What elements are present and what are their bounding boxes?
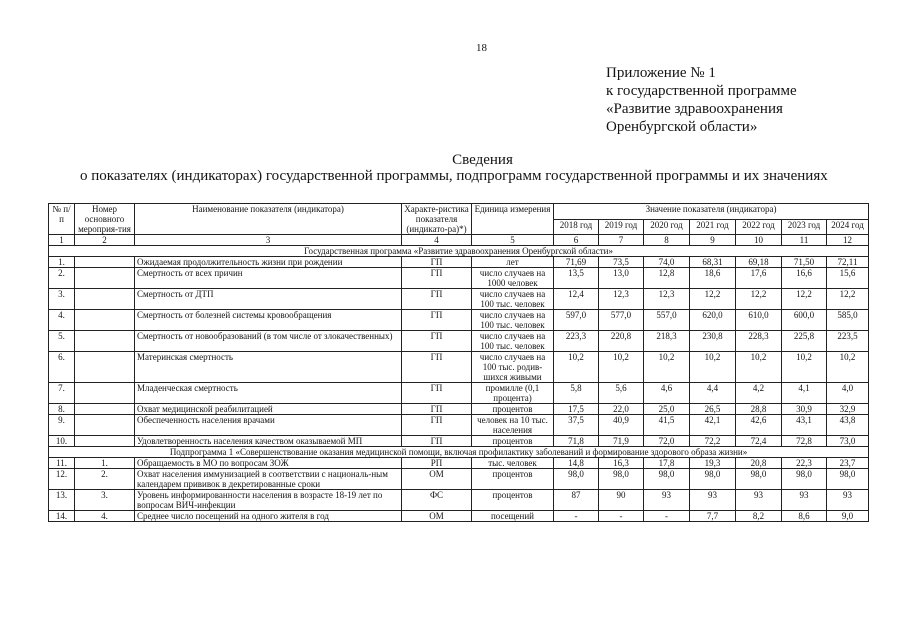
row-name: Охват населения иммунизацией в соответствии с националь-ным календарем прививок в декретированные сроки	[135, 469, 402, 490]
row-value: 15,6	[827, 268, 869, 289]
row-value: 230,8	[690, 331, 736, 352]
table-row	[49, 404, 869, 415]
row-value: 73,5	[599, 257, 644, 268]
row-event-number: 3.	[75, 490, 135, 511]
row-value: 98,0	[599, 469, 644, 490]
row-value: 71,9	[599, 436, 644, 447]
header-year: 2022 год	[736, 219, 782, 235]
row-value: 5,8	[554, 383, 599, 404]
row-characteristic: ГП	[402, 383, 472, 404]
row-value: 90	[599, 490, 644, 511]
table-row	[49, 511, 869, 522]
appendix-line: Оренбургской области»	[606, 119, 758, 135]
row-value: 597,0	[554, 310, 599, 331]
row-name: Обеспеченность населения врачами	[135, 415, 402, 436]
row-value: 228,3	[736, 331, 782, 352]
row-name: Смертность от болезней системы кровообращения	[135, 310, 402, 331]
column-numbers-row	[49, 235, 869, 246]
column-number: 6	[554, 235, 599, 246]
header-characteristic: Характе-ристика показателя (индикато-ра)*)	[402, 204, 472, 235]
row-unit: процентов	[472, 436, 554, 447]
row-name: Уровень информированности населения в возрасте 18-19 лет по вопросам ВИЧ-инфекции	[135, 490, 402, 511]
row-value: 585,0	[827, 310, 869, 331]
row-value: 10,2	[827, 352, 869, 383]
row-value: 10,2	[599, 352, 644, 383]
row-value: 13,5	[554, 268, 599, 289]
row-value: 93	[827, 490, 869, 511]
row-value: -	[554, 511, 599, 522]
row-value: 4,0	[827, 383, 869, 404]
row-value: 12,8	[644, 268, 690, 289]
section-program-row	[49, 246, 869, 257]
row-value: 10,2	[690, 352, 736, 383]
row-value: 93	[782, 490, 827, 511]
row-value: 72,4	[736, 436, 782, 447]
table-row	[49, 310, 869, 331]
row-value: 98,0	[644, 469, 690, 490]
row-value: 12,3	[644, 289, 690, 310]
row-value: 41,5	[644, 415, 690, 436]
row-unit: число случаев на 100 тыс. родив-шихся живыми	[472, 352, 554, 383]
row-value: 8,6	[782, 511, 827, 522]
row-value: 10,2	[644, 352, 690, 383]
row-value: 4,4	[690, 383, 736, 404]
row-number: 7.	[49, 383, 75, 404]
row-unit: число случаев на 100 тыс. человек	[472, 289, 554, 310]
row-value: 16,3	[599, 458, 644, 469]
row-value: 71,69	[554, 257, 599, 268]
row-value: 71,50	[782, 257, 827, 268]
row-event-number	[75, 404, 135, 415]
page-number: 18	[476, 42, 487, 54]
row-characteristic: ФС	[402, 490, 472, 511]
row-number: 12.	[49, 469, 75, 490]
column-number: 1	[49, 235, 75, 246]
row-name: Удовлетворенность населения качеством оказываемой МП	[135, 436, 402, 447]
row-event-number: 2.	[75, 469, 135, 490]
row-characteristic: ГП	[402, 352, 472, 383]
row-event-number	[75, 257, 135, 268]
row-value: 14,8	[554, 458, 599, 469]
row-number: 9.	[49, 415, 75, 436]
row-value: 28,8	[736, 404, 782, 415]
header-values-group: Значение показателя (индикатора)	[554, 204, 869, 220]
row-value: 40,9	[599, 415, 644, 436]
row-name: Смертность от всех причин	[135, 268, 402, 289]
row-unit: промилле (0,1 процента)	[472, 383, 554, 404]
row-number: 6.	[49, 352, 75, 383]
row-characteristic: ГП	[402, 331, 472, 352]
header-year: 2023 год	[782, 219, 827, 235]
appendix-line: Приложение № 1	[606, 65, 716, 81]
row-name: Смертность от новообразований (в том числе от злокачественных)	[135, 331, 402, 352]
row-value: 87	[554, 490, 599, 511]
row-event-number: 1.	[75, 458, 135, 469]
row-unit: лет	[472, 257, 554, 268]
row-name: Материнская смертность	[135, 352, 402, 383]
row-characteristic: ГП	[402, 415, 472, 436]
row-value: 42,6	[736, 415, 782, 436]
row-value: 22,0	[599, 404, 644, 415]
row-value: 43,1	[782, 415, 827, 436]
row-value: 98,0	[827, 469, 869, 490]
row-unit: процентов	[472, 490, 554, 511]
row-value: 12,3	[599, 289, 644, 310]
column-number: 7	[599, 235, 644, 246]
row-value: 577,0	[599, 310, 644, 331]
row-characteristic: ОМ	[402, 511, 472, 522]
header-unit: Единица измерения	[472, 204, 554, 235]
row-value: 37,5	[554, 415, 599, 436]
row-value: 19,3	[690, 458, 736, 469]
row-name: Охват медицинской реабилитацией	[135, 404, 402, 415]
row-name: Смертность от ДТП	[135, 289, 402, 310]
document-title: Сведения	[452, 152, 513, 168]
header-year: 2021 год	[690, 219, 736, 235]
row-value: 72,0	[644, 436, 690, 447]
row-value: 10,2	[736, 352, 782, 383]
table-row	[49, 469, 869, 490]
row-unit: число случаев на 100 тыс. человек	[472, 331, 554, 352]
row-unit: посещений	[472, 511, 554, 522]
row-number: 13.	[49, 490, 75, 511]
column-number: 11	[782, 235, 827, 246]
row-value: 73,0	[827, 436, 869, 447]
row-value: 10,2	[782, 352, 827, 383]
document-subtitle: о показателях (индикаторах) государственной программы, подпрограмм государственной программы и их значениях	[80, 168, 828, 184]
row-value: 98,0	[690, 469, 736, 490]
row-value: 12,2	[690, 289, 736, 310]
row-value: 72,2	[690, 436, 736, 447]
row-value: 13,0	[599, 268, 644, 289]
row-value: 23,7	[827, 458, 869, 469]
row-unit: человек на 10 тыс. населения	[472, 415, 554, 436]
row-value: 223,5	[827, 331, 869, 352]
section-subprogram: Подпрограмма 1 «Совершенствование оказания медицинской помощи, включая профилактику заболеваний и формирование здорового образа жизни»	[49, 447, 869, 458]
row-name: Среднее число посещений на одного жителя в год	[135, 511, 402, 522]
row-event-number	[75, 310, 135, 331]
row-number: 10.	[49, 436, 75, 447]
row-event-number	[75, 268, 135, 289]
appendix-line: к государственной программе	[606, 83, 797, 99]
row-number: 1.	[49, 257, 75, 268]
row-value: 220,8	[599, 331, 644, 352]
row-characteristic: ГП	[402, 257, 472, 268]
row-value: 12,2	[736, 289, 782, 310]
row-value: 12,2	[782, 289, 827, 310]
row-value: 72,11	[827, 257, 869, 268]
row-value: 7,7	[690, 511, 736, 522]
row-number: 5.	[49, 331, 75, 352]
column-number: 2	[75, 235, 135, 246]
table-row	[49, 490, 869, 511]
row-event-number: 4.	[75, 511, 135, 522]
row-value: 26,5	[690, 404, 736, 415]
row-value: 93	[736, 490, 782, 511]
row-unit: число случаев на 100 тыс. человек	[472, 310, 554, 331]
row-value: 9,0	[827, 511, 869, 522]
header-year: 2024 год	[827, 219, 869, 235]
row-value: 17,6	[736, 268, 782, 289]
column-number: 3	[135, 235, 402, 246]
appendix-line: «Развитие здравоохранения	[606, 101, 783, 117]
header-name: Наименование показателя (индикатора)	[135, 204, 402, 235]
row-value: 74,0	[644, 257, 690, 268]
table-row	[49, 289, 869, 310]
row-number: 14.	[49, 511, 75, 522]
row-value: 69,18	[736, 257, 782, 268]
row-value: 32,9	[827, 404, 869, 415]
row-value: -	[599, 511, 644, 522]
column-number: 8	[644, 235, 690, 246]
appendix-note	[606, 64, 797, 136]
row-characteristic: ОМ	[402, 469, 472, 490]
row-value: 225,8	[782, 331, 827, 352]
table-row	[49, 257, 869, 268]
row-value: 557,0	[644, 310, 690, 331]
indicators-table	[48, 203, 869, 522]
section-program: Государственная программа «Развитие здравоохранения Оренбургской области»	[49, 246, 869, 257]
row-event-number	[75, 415, 135, 436]
row-value: 4,2	[736, 383, 782, 404]
column-number: 5	[472, 235, 554, 246]
row-value: 18,6	[690, 268, 736, 289]
row-value: 4,6	[644, 383, 690, 404]
row-unit: процентов	[472, 404, 554, 415]
table-row	[49, 331, 869, 352]
row-value: 71,8	[554, 436, 599, 447]
row-value: 42,1	[690, 415, 736, 436]
row-unit: число случаев на 1000 человек	[472, 268, 554, 289]
row-number: 3.	[49, 289, 75, 310]
row-value: 17,8	[644, 458, 690, 469]
row-value: 223,3	[554, 331, 599, 352]
table-row	[49, 268, 869, 289]
column-number: 10	[736, 235, 782, 246]
row-value: 98,0	[736, 469, 782, 490]
table-row	[49, 458, 869, 469]
row-value: 620,0	[690, 310, 736, 331]
row-value: -	[644, 511, 690, 522]
row-event-number	[75, 436, 135, 447]
row-name: Младенческая смертность	[135, 383, 402, 404]
row-value: 30,9	[782, 404, 827, 415]
row-value: 68,31	[690, 257, 736, 268]
row-value: 25,0	[644, 404, 690, 415]
row-unit: процентов	[472, 469, 554, 490]
row-number: 11.	[49, 458, 75, 469]
row-number: 8.	[49, 404, 75, 415]
header-year: 2018 год	[554, 219, 599, 235]
row-unit: тыс. человек	[472, 458, 554, 469]
row-name: Обращаемость в МО по вопросам ЗОЖ	[135, 458, 402, 469]
row-value: 93	[644, 490, 690, 511]
row-characteristic: ГП	[402, 404, 472, 415]
column-number: 12	[827, 235, 869, 246]
header-event-no: Номер основного мероприя-тия	[75, 204, 135, 235]
row-value: 12,4	[554, 289, 599, 310]
row-event-number	[75, 383, 135, 404]
row-name: Ожидаемая продолжительность жизни при рождении	[135, 257, 402, 268]
row-characteristic: ГП	[402, 268, 472, 289]
row-value: 218,3	[644, 331, 690, 352]
row-characteristic: ГП	[402, 289, 472, 310]
section-subprogram-row	[49, 447, 869, 458]
row-event-number	[75, 352, 135, 383]
table-row	[49, 436, 869, 447]
row-value: 600,0	[782, 310, 827, 331]
table-row	[49, 383, 869, 404]
row-value: 93	[690, 490, 736, 511]
column-number: 4	[402, 235, 472, 246]
header-no: № п/п	[49, 204, 75, 235]
row-value: 10,2	[554, 352, 599, 383]
row-value: 98,0	[782, 469, 827, 490]
header-year: 2019 год	[599, 219, 644, 235]
row-characteristic: ГП	[402, 436, 472, 447]
row-characteristic: РП	[402, 458, 472, 469]
header-year: 2020 год	[644, 219, 690, 235]
row-value: 12,2	[827, 289, 869, 310]
row-value: 98,0	[554, 469, 599, 490]
row-value: 22,3	[782, 458, 827, 469]
row-value: 17,5	[554, 404, 599, 415]
row-value: 72,8	[782, 436, 827, 447]
row-value: 5,6	[599, 383, 644, 404]
row-number: 4.	[49, 310, 75, 331]
row-value: 8,2	[736, 511, 782, 522]
row-value: 4,1	[782, 383, 827, 404]
row-event-number	[75, 289, 135, 310]
row-event-number	[75, 331, 135, 352]
column-number: 9	[690, 235, 736, 246]
row-characteristic: ГП	[402, 310, 472, 331]
table-row	[49, 415, 869, 436]
row-value: 20,8	[736, 458, 782, 469]
row-value: 16,6	[782, 268, 827, 289]
row-value: 43,8	[827, 415, 869, 436]
row-value: 610,0	[736, 310, 782, 331]
row-number: 2.	[49, 268, 75, 289]
table-row	[49, 352, 869, 383]
